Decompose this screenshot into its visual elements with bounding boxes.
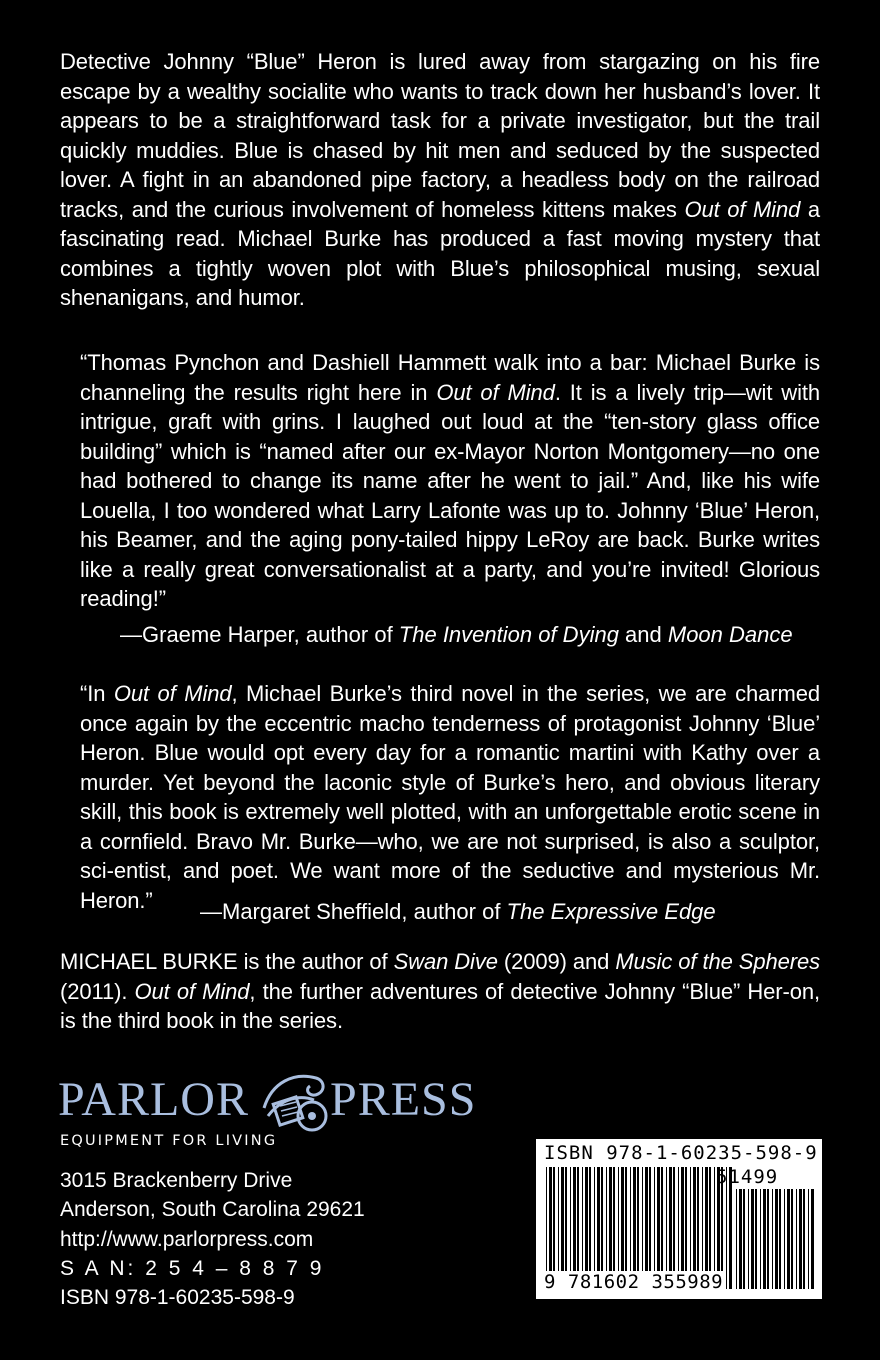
author-bio [60,947,820,1036]
attribution-book: The Invention of Dying [398,622,619,647]
quote1-text-2: . It is a lively trip—wit with intrigue, graft with grins. I laughed out loud at the “ten-story glass office building” which is “named after our ex-Mayor Norton Montgomery—no one had bothered to change its name after he went to jail.” And, like his wife Louella, I too wondered what Larry Lafonte was up to. Johnny ‘Blue’ Heron, his Beamer, and the aging pony-tailed hippy LeRoy are back. Burke writes like a really great conversationalist at a party, and you’re invited! Glorious reading!” [80,379,821,611]
scroll-emblem-icon [254,1060,334,1140]
isbn-barcode [536,1139,822,1299]
barcode-bar [808,1189,809,1289]
barcode-bar [748,1189,749,1289]
bio-book-title: Music of the Spheres [615,949,820,974]
publisher-tagline: EQUIPMENT FOR LIVING [60,1133,278,1149]
book-summary [60,47,820,313]
quote2-text-2: , Michael Burke’s third novel in the series, we are charmed once again by the eccentric macho tenderness of protagonist Johnny ‘Blue’ Heron. Blue would opt every day for a romantic martini with Kathy over a murder. Yet beyond the laconic style of Burke’s hero, and obvious literary skill, this book is extremely well plotted, with an unforgettable erotic scene in a cornfield. Bravo Mr. Burke—who, we are not surprised, is also a sculptor, sci-entist, and poet. We want more of the seductive and mysterious Mr. Heron.” [80,681,821,913]
quote1-attribution [120,620,793,650]
bio-text: MICHAEL BURKE is the author of [60,949,394,974]
barcode-isbn-text: ISBN 978-1-60235-598-9 [544,1142,818,1164]
review-quote-sheffield [80,679,820,915]
publisher-name-right: PRESS [330,1073,477,1126]
barcode-bar [784,1189,785,1289]
barcode-bar [799,1189,802,1289]
isbn-number: ISBN 978-1-60235-598-9 [60,1286,295,1310]
barcode-bar [739,1189,742,1289]
review-quote-harper [80,348,820,614]
barcode-price-code: 51499 [716,1166,779,1188]
barcode-bar [772,1189,773,1289]
san-number: S A N: 2 5 4 – 8 8 7 9 [60,1256,325,1280]
quote1-book-title: Out of Mind [436,379,555,405]
publisher-website: http://www.parlorpress.com [60,1227,314,1251]
barcode-bar [736,1189,737,1289]
barcode-bar [811,1189,814,1289]
barcode-bar [755,1189,757,1289]
barcode-bar [743,1189,745,1289]
attribution-author: —Graeme Harper, author of [120,622,399,647]
barcode-bar [751,1189,754,1289]
barcode-bar [803,1189,805,1289]
quote2-attribution [200,897,716,927]
bio-book-title: Swan Dive [393,949,498,974]
attribution-book: Moon Dance [667,622,793,647]
barcode-bar [791,1189,793,1289]
barcode-bar [787,1189,790,1289]
attribution-joiner: and [618,622,668,647]
quote2-text-1: “In [80,681,114,706]
bio-text: (2009) and [497,949,616,974]
bio-book-title: Out of Mind [134,978,250,1004]
attribution-book: The Expressive Edge [506,899,716,924]
attribution-author: —Margaret Sheffield, author of [200,899,507,924]
bio-text: , the further adventures of detective Johnny “Blue” Her-on, is the third book in the series. [60,978,821,1033]
address-line: 3015 Brackenberry Drive [60,1169,293,1192]
publisher-name-left: PARLOR [58,1073,249,1126]
barcode-bar [767,1189,769,1289]
barcode-bar [775,1189,778,1289]
barcode-digits: 9 781602 355989 [544,1271,724,1293]
summary-text-1: Detective Johnny “Blue” Heron is lured away from stargazing on his fire escape by a wealthy socialite who wants to track down her husband’s lover. It appears to be a straightforward task for a private investigator, but the trail quickly muddies. Blue is chased by hit men and seduced by the suspected lover. A fight in an abandoned pipe factory, a headless body on the railroad tracks, and the curious involvement of homeless kittens makes [60,49,820,222]
quote1-text-1: “Thomas Pynchon and Dashiell Hammett walk into a bar: Michael Burke is channeling the results right here in [80,350,820,405]
publisher-address [60,1166,365,1312]
barcode-bar [760,1189,761,1289]
barcode-bar [779,1189,781,1289]
barcode-bar [796,1189,797,1289]
barcode-bar [763,1189,766,1289]
summary-text-2: a fascinating read. Michael Burke has produced a fast moving mystery that combines a tightly woven plot with Blue’s philosophical musing, sexual shenanigans, and humor. [60,196,820,310]
address-line: Anderson, South Carolina 29621 [60,1198,365,1222]
summary-book-title: Out of Mind [684,196,801,222]
publisher-logo [58,1060,518,1155]
quote2-book-title: Out of Mind [113,681,232,706]
bio-text: (2011). [60,978,135,1004]
